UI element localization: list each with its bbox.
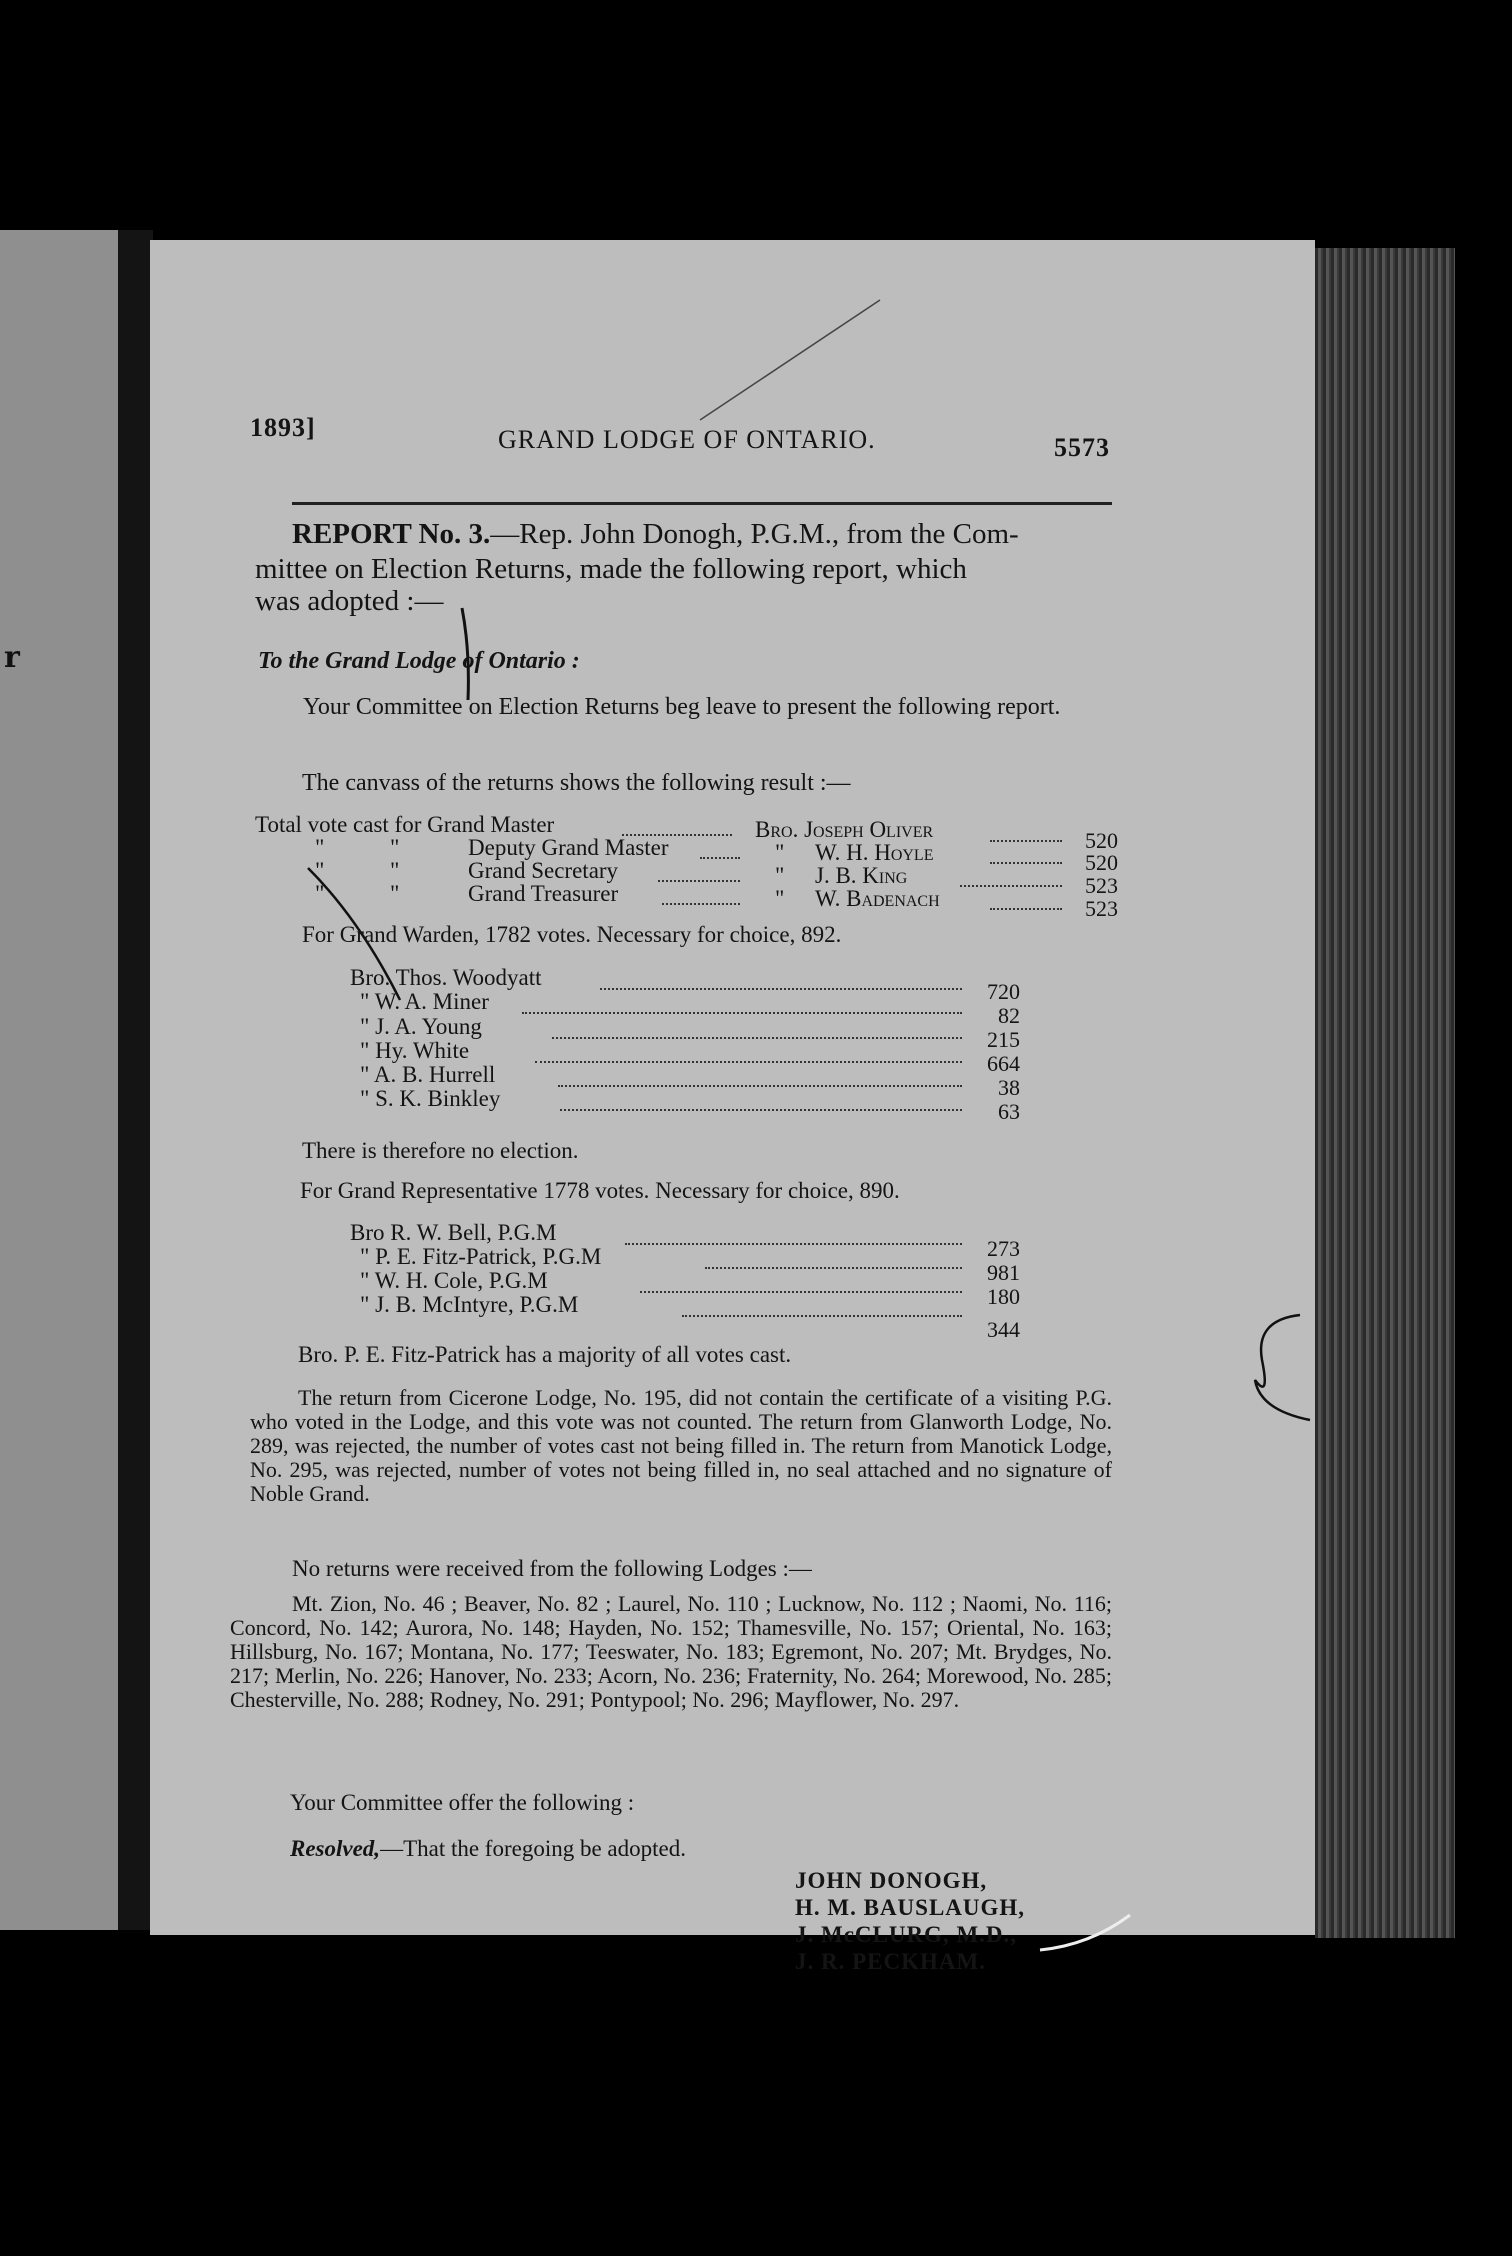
- report-intro-line3: was adopted :—: [255, 585, 444, 617]
- ditto-mark: ": [315, 835, 325, 860]
- ditto-mark: ": [390, 881, 400, 906]
- officer-name: J. B. King: [815, 863, 908, 888]
- year-label: 1893]: [250, 413, 316, 442]
- no-returns-heading: No returns were received from the following Lodges :—: [292, 1556, 812, 1581]
- candidate-name: " Hy. White: [360, 1038, 470, 1063]
- candidate-name: " J. A. Young: [360, 1014, 482, 1039]
- signature-name: JOHN DONOGH,: [795, 1868, 988, 1893]
- resolved-line: [290, 1836, 686, 1862]
- officer-name: W. H. Hoyle: [815, 840, 934, 865]
- candidate-votes: 720: [987, 979, 1020, 1004]
- leader-dots: [662, 903, 740, 905]
- running-title: GRAND LODGE OF ONTARIO.: [498, 425, 876, 454]
- candidate-name: " W. H. Cole, P.G.M: [360, 1268, 548, 1293]
- ditto-mark: ": [775, 840, 785, 865]
- leader-dots: [990, 840, 1062, 842]
- candidate-votes: 82: [998, 1003, 1020, 1028]
- report-intro-line2: mittee on Election Returns, made the following report, which: [255, 553, 967, 585]
- leader-dots: [705, 1267, 962, 1269]
- candidate-name: " P. E. Fitz-Patrick, P.G.M: [360, 1244, 602, 1269]
- ditto-mark: ": [390, 858, 400, 883]
- representative-heading: For Grand Representative 1778 votes. Necessary for choice, 890.: [300, 1178, 900, 1203]
- ditto-mark: ": [775, 863, 785, 888]
- candidate-name: " W. A. Miner: [360, 989, 489, 1014]
- officer-name: Bro. Joseph Oliver: [755, 817, 934, 842]
- officer-label: Grand Treasurer: [468, 881, 619, 906]
- page-number: 5573: [1054, 433, 1110, 462]
- candidate-name: " J. B. McIntyre, P.G.M: [360, 1292, 579, 1317]
- officer-label: Deputy Grand Master: [468, 835, 669, 860]
- ditto-mark: ": [315, 881, 325, 906]
- stray-pencil-line: [700, 300, 880, 420]
- leader-dots: [600, 988, 962, 990]
- officer-votes: 523: [1085, 896, 1118, 921]
- officer-votes: 523: [1085, 873, 1118, 898]
- candidate-name: Bro R. W. Bell, P.G.M: [350, 1220, 557, 1245]
- representative-result: Bro. P. E. Fitz-Patrick has a majority of all votes cast.: [298, 1342, 792, 1367]
- leader-dots: [535, 1061, 962, 1063]
- officer-label: Grand Secretary: [468, 858, 619, 883]
- signature-name: H. M. BAUSLAUGH,: [795, 1895, 1026, 1920]
- leader-dots: [658, 880, 740, 882]
- leader-dots: [640, 1291, 962, 1293]
- resolved-label: Resolved,: [290, 1836, 381, 1861]
- leader-dots: [960, 885, 1062, 887]
- report-heading: REPORT No. 3.: [292, 518, 491, 550]
- white-scratch: [1040, 1915, 1130, 1950]
- candidate-votes: 63: [998, 1099, 1020, 1124]
- offer-line: Your Committee offer the following :: [290, 1790, 635, 1815]
- ditto-mark: ": [390, 835, 400, 860]
- lodges-list: Mt. Zion, No. 46 ; Beaver, No. 82 ; Laurel, No. 110 ; Lucknow, No. 112 ; Naomi, No. 116; Concord, No. 142; Aurora, No. 148; Hayden, No. 152; Thamesville, No. 157; Oriental, No. 163; Hillsburg, No. 167; Montana, No. 177; Teeswater, No. 183; Egremont, No. 207; Mt. Brydges, No. 217; Merlin, No. 226; Hanover, No. 233; Acorn, No. 236; Fraternity, No. 264; Morewood, No. 285; Chesterville, No. 288; Rodney, No. 291; Pontypool; No. 296; Mayflower, No. 297.: [230, 1591, 1112, 1712]
- page-stack-edge: [1315, 248, 1455, 1938]
- candidate-name: Bro. Thos. Woodyatt: [350, 965, 542, 990]
- header-rule: [292, 502, 1112, 505]
- leader-dots: [990, 908, 1062, 910]
- ditto-mark: ": [315, 858, 325, 883]
- leader-dots: [990, 862, 1062, 864]
- officer-votes: 520: [1085, 850, 1118, 875]
- salutation: To the Grand Lodge of Ontario :: [258, 648, 580, 674]
- leader-dots: [625, 1243, 962, 1245]
- officer-votes: 520: [1085, 828, 1118, 853]
- leader-dots: [552, 1037, 962, 1039]
- returns-paragraph: The return from Cicerone Lodge, No. 195, did not contain the certificate of a visiting P.G. who voted in the Lodge, and this vote was not counted. The return from Glanworth Lodge, No. 289, was rejected, the number of votes cast not being filled in. The return from Manotick Lodge, No. 295, was rejected, number of votes not being filled in, no seal attached and no signature of Noble Grand.: [250, 1385, 1112, 1506]
- warden-result: There is therefore no election.: [302, 1138, 579, 1163]
- leader-dots: [700, 857, 740, 859]
- leader-dots: [682, 1315, 962, 1317]
- candidate-votes: 180: [987, 1284, 1020, 1309]
- canvass-paragraph: The canvass of the returns shows the following result :—: [302, 770, 851, 796]
- candidate-votes: 664: [987, 1051, 1020, 1076]
- leader-dots: [522, 1012, 962, 1014]
- resolved-text: —That the foregoing be adopted.: [380, 1836, 686, 1861]
- report-intro-text: —Rep. John Donogh, P.G.M., from the Com-: [490, 518, 1019, 550]
- candidate-votes: 273: [987, 1236, 1020, 1261]
- leader-dots: [558, 1085, 962, 1087]
- candidate-name: " A. B. Hurrell: [360, 1062, 496, 1087]
- report-intro-line1: [292, 518, 1019, 551]
- leader-dots: [560, 1109, 962, 1111]
- bracket-mark: [1255, 1315, 1310, 1420]
- candidate-name: " S. K. Binkley: [360, 1086, 501, 1111]
- committee-paragraph: Your Committee on Election Returns beg leave to present the following report.: [303, 694, 1061, 720]
- officer-name: W. Badenach: [815, 886, 940, 911]
- ditto-mark: ": [775, 886, 785, 911]
- signature-name: J. McCLURG, M.D.,: [795, 1922, 1018, 1947]
- candidate-votes: 344: [987, 1317, 1020, 1342]
- warden-heading: For Grand Warden, 1782 votes. Necessary for choice, 892.: [302, 922, 842, 947]
- signature-name: J. R. PECKHAM.: [795, 1949, 986, 1974]
- candidate-votes: 981: [987, 1260, 1020, 1285]
- officer-label: Total vote cast for Grand Master: [255, 812, 555, 837]
- candidate-votes: 215: [987, 1027, 1020, 1052]
- left-page-letter: r: [4, 640, 20, 675]
- candidate-votes: 38: [998, 1075, 1020, 1100]
